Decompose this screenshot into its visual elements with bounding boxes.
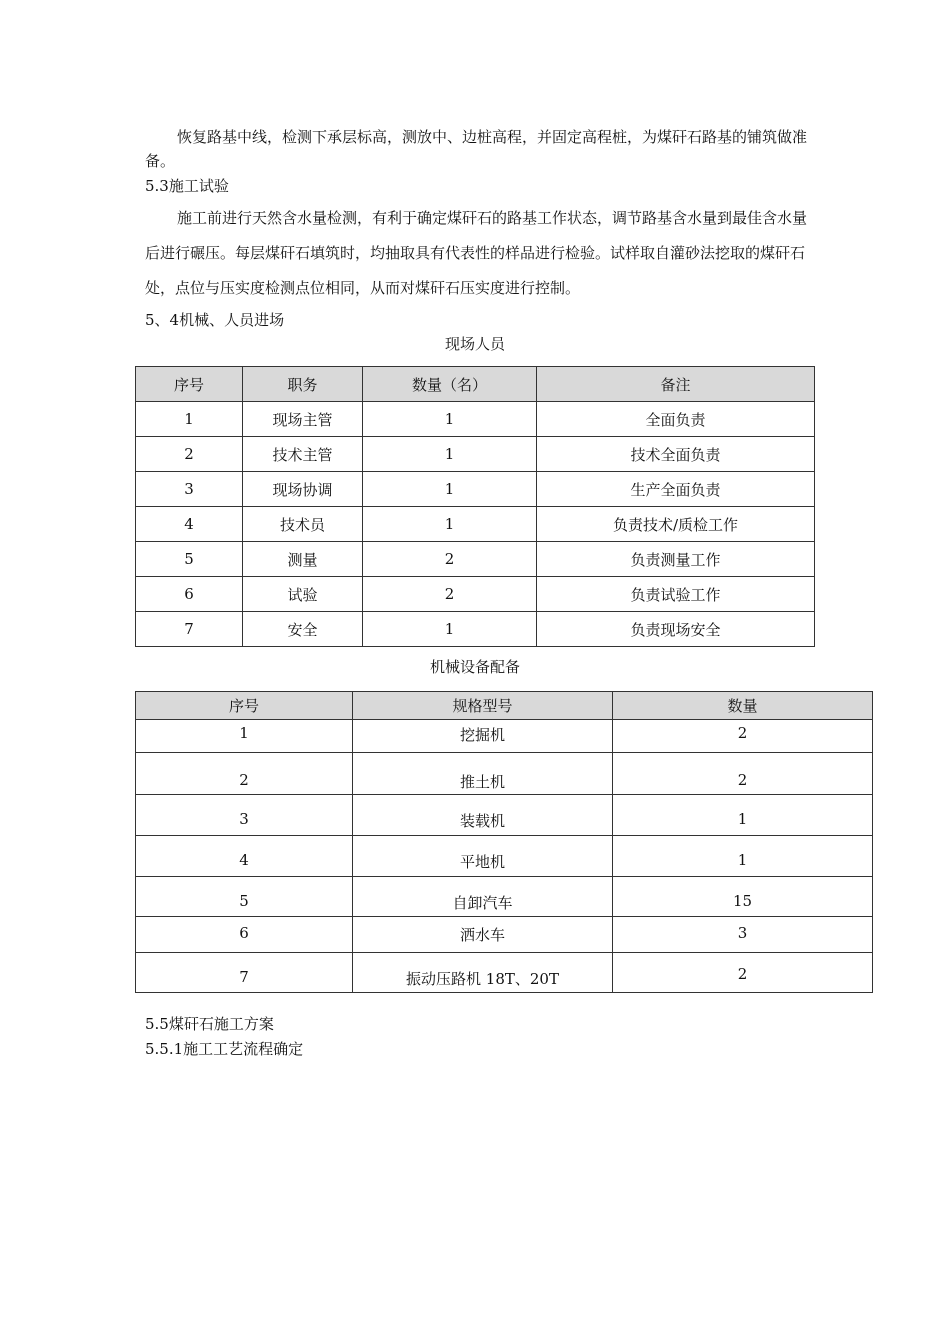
table-cell: 4: [136, 836, 353, 877]
table-cell: 全面负责: [537, 402, 815, 437]
table-cell: 安全: [243, 612, 363, 647]
table-row: [136, 795, 873, 836]
table-cell: 洒水车: [353, 917, 613, 953]
table-cell: 平地机: [353, 836, 613, 877]
table-row: [136, 720, 873, 753]
table-cell: 现场协调: [243, 472, 363, 507]
table-row: [136, 612, 815, 647]
heading-5-5: 5.5煤矸石施工方案: [145, 1015, 274, 1033]
table-cell: 15: [613, 877, 873, 917]
table-cell: 技术主管: [243, 437, 363, 472]
staff-table: [135, 366, 815, 647]
table-header-row: [136, 692, 873, 720]
table-cell: 7: [136, 953, 353, 993]
table-cell: 7: [136, 612, 243, 647]
table-cell: 6: [136, 917, 353, 953]
table-cell: 1: [363, 472, 537, 507]
table-row: [136, 402, 815, 437]
table-row: [136, 507, 815, 542]
table-cell: 1: [363, 507, 537, 542]
equipment-table-caption: 机械设备配备: [429, 658, 520, 676]
table-row: [136, 437, 815, 472]
table-row: [136, 753, 873, 795]
header-cell: 备注: [537, 367, 815, 402]
table-row: [136, 953, 873, 993]
table-cell: 6: [136, 577, 243, 612]
table-cell: 试验: [243, 577, 363, 612]
table-cell: 自卸汽车: [353, 877, 613, 917]
table-cell: 2: [136, 753, 353, 795]
table-row: [136, 917, 873, 953]
header-cell: 序号: [136, 367, 243, 402]
table-cell: 负责技术/质检工作: [537, 507, 815, 542]
table-cell: 装载机: [353, 795, 613, 836]
heading-5-4: 5、4机械、人员进场: [145, 311, 285, 329]
header-cell: 数量（名）: [363, 367, 537, 402]
table-cell: 生产全面负责: [537, 472, 815, 507]
table-cell: 挖掘机: [353, 720, 613, 753]
header-cell: 职务: [243, 367, 363, 402]
heading-5-5-1: 5.5.1施工工艺流程确定: [145, 1040, 304, 1058]
paragraph-test: 施工前进行天然含水量检测，有利于确定煤矸石的路基工作状态，调节路基含水量到最佳含水量后进行碾压。每层煤矸石填筑时，均抽取具有代表性的样品进行检验。试样取自灌砂法挖取的煤矸石处，点位与压实度检测点位相同，从而对煤矸石压实度进行控制。: [145, 209, 808, 297]
table-row: [136, 877, 873, 917]
header-cell: 规格型号: [353, 692, 613, 720]
table-cell: 5: [136, 877, 353, 917]
table-cell: 技术全面负责: [537, 437, 815, 472]
table-cell: 2: [363, 577, 537, 612]
table-cell: 2: [136, 437, 243, 472]
table-header-row: [136, 367, 815, 402]
staff-table-caption: 现场人员: [444, 335, 505, 353]
equipment-table: [135, 691, 873, 993]
header-cell: 序号: [136, 692, 353, 720]
table-row: [136, 472, 815, 507]
table-cell: 2: [613, 753, 873, 795]
table-cell: 负责现场安全: [537, 612, 815, 647]
table-cell: 5: [136, 542, 243, 577]
table-cell: 负责试验工作: [537, 577, 815, 612]
table-cell: 技术员: [243, 507, 363, 542]
table-cell: 3: [136, 795, 353, 836]
table-cell: 2: [613, 953, 873, 993]
table-cell: 1: [363, 402, 537, 437]
table-row: [136, 577, 815, 612]
table-cell: 3: [613, 917, 873, 953]
table-cell: 3: [136, 472, 243, 507]
table-cell: 2: [363, 542, 537, 577]
heading-5-3: 5.3施工试验: [145, 177, 229, 195]
table-cell: 推土机: [353, 753, 613, 795]
paragraph-survey: 恢复路基中线，检测下承层标高，测放中、边桩高程，并固定高程桩，为煤矸石路基的铺筑做准备。: [145, 128, 808, 170]
table-cell: 1: [136, 720, 353, 753]
table-cell: 测量: [243, 542, 363, 577]
table-cell: 振动压路机 18T、20T: [353, 953, 613, 993]
table-cell: 1: [613, 795, 873, 836]
table-cell: 1: [136, 402, 243, 437]
table-cell: 1: [613, 836, 873, 877]
table-cell: 1: [363, 612, 537, 647]
table-cell: 1: [363, 437, 537, 472]
table-cell: 2: [613, 720, 873, 753]
header-cell: 数量: [613, 692, 873, 720]
table-row: [136, 836, 873, 877]
table-cell: 4: [136, 507, 243, 542]
table-cell: 现场主管: [243, 402, 363, 437]
table-cell: 负责测量工作: [537, 542, 815, 577]
table-row: [136, 542, 815, 577]
